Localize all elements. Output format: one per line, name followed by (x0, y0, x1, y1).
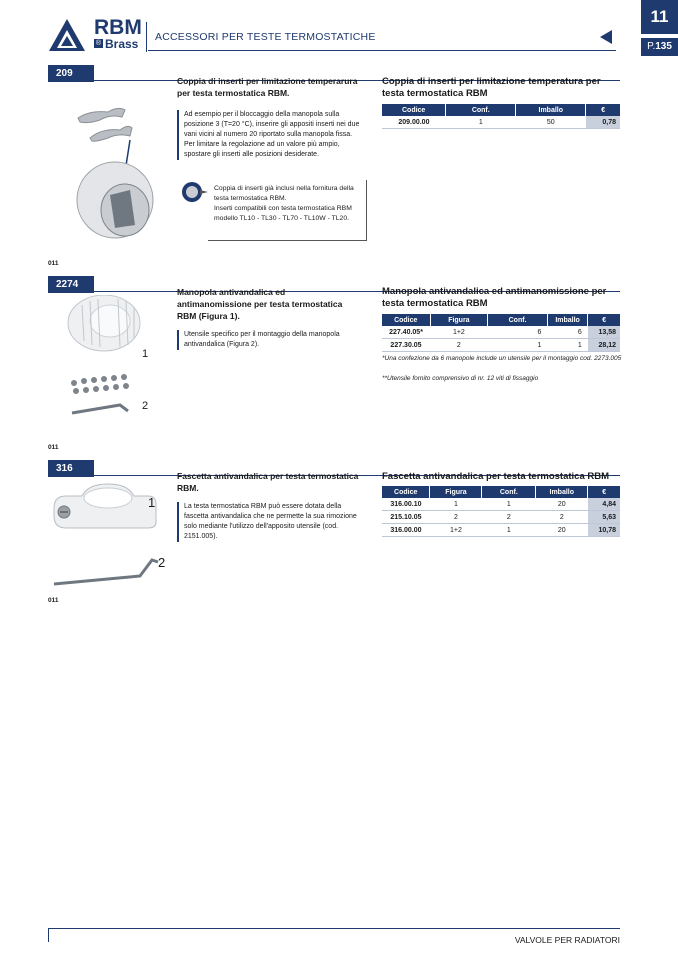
cell-price: 13,58 (588, 326, 620, 339)
figure-label: 1 (148, 495, 156, 510)
table-row (382, 339, 620, 352)
col-header: Conf. (482, 486, 536, 498)
col-header: Figura (430, 314, 488, 326)
cell-code: 316.00.10 (382, 498, 430, 511)
cell-figura: 1+2 (430, 326, 488, 339)
col-header: € (586, 104, 620, 116)
logo-sub-brand: Brass (105, 37, 139, 51)
col-header: Codice (382, 314, 430, 326)
page-number: 135 (655, 41, 672, 52)
product-title-316: Fascetta antivandalica per testa termostatica RBM. (177, 471, 359, 493)
cell-conf: 1 (488, 339, 548, 352)
cell-code: 215.10.05 (382, 511, 430, 524)
cell-price: 4,84 (588, 498, 620, 511)
product-description-2274: Utensile specifico per il montaggio della manopola antivandalica (Figura 2). (177, 330, 364, 350)
arrow-left-icon (600, 30, 612, 44)
cell-conf: 1 (482, 524, 536, 537)
rbm-logo (48, 18, 148, 54)
cell-figura: 1 (430, 498, 482, 511)
cell-price: 28,12 (588, 339, 620, 352)
col-header: Conf. (446, 104, 516, 116)
figure-label: 1 (142, 348, 149, 360)
table-row (382, 116, 620, 129)
cell-price: 5,63 (588, 511, 620, 524)
figure-label: 2 (142, 400, 149, 412)
section-code-209: 209 (48, 65, 94, 82)
price-table-2274 (382, 314, 620, 352)
footer-rule (48, 928, 620, 929)
section-code-316: 316 (48, 460, 94, 477)
cell-conf: 1 (446, 116, 516, 129)
cell-code: 227.40.05* (382, 326, 430, 339)
col-header: € (588, 314, 620, 326)
figure-label: 2 (158, 555, 166, 570)
table-title-209: Coppia di inserti per limitazione temperatura per testa termostatica RBM (382, 76, 601, 99)
header-rule (148, 50, 616, 51)
header-divider (146, 22, 147, 52)
product-description-316: La testa termostatica RBM può essere dotata della fascetta antivandalica che ne permette la sua rimozione solo mediante l'utilizzo dell'apposito utensile (cod. 2151.005). (177, 502, 364, 542)
cell-code: 227.30.05 (382, 339, 430, 352)
table-row (382, 498, 620, 511)
cell-imballo: 50 (516, 116, 586, 129)
info-box-209 (208, 180, 367, 241)
col-header: Conf. (488, 314, 548, 326)
product-description-209: Ad esempio per il bloccaggio della manopola sulla posizione 3 (T=20 °C), inserire gli appositi inserti nei due vani vicini al numero 20 riportato sulla manopola fissa. Per limitare la regolazione ad un valore più ampio, spostare gli inserti alle posizioni desiderate. (177, 110, 364, 160)
price-table-316 (382, 486, 620, 537)
cell-price: 0,78 (586, 116, 620, 129)
cell-conf: 2 (482, 511, 536, 524)
chapter-tab: 11 (641, 0, 678, 34)
info-box-text: Coppia di inserti già inclusi nella fornitura della testa termostatica RBM. Inserti compatibili con testa termostatica RBM modello TL10 - TL30 - TL70 - TL10W - TL20. (214, 185, 354, 222)
table-title-2274: Manopola antivandalica ed antimanomissione per testa termostatica RBM (382, 286, 607, 309)
logo-sub-brand-icon: ® (95, 40, 102, 47)
col-header: Imballo (536, 486, 588, 498)
section-ref: 011 (48, 260, 59, 267)
section-code-2274: 2274 (48, 276, 94, 293)
cell-imballo: 20 (536, 498, 588, 511)
table-title-316: Fascetta antivandalica per testa termostatica RBM (382, 471, 610, 482)
cell-imballo: 1 (547, 339, 587, 352)
table-row (382, 326, 620, 339)
cell-conf: 6 (488, 326, 548, 339)
magnifier-icon (180, 180, 208, 204)
cell-imballo: 2 (536, 511, 588, 524)
section-ref: 011 (48, 444, 59, 451)
table-row (382, 524, 620, 537)
col-header: Imballo (547, 314, 587, 326)
cell-figura: 1+2 (430, 524, 482, 537)
cell-price: 10,78 (588, 524, 620, 537)
col-header: Codice (382, 104, 446, 116)
price-table-209 (382, 104, 620, 129)
cell-code: 316.00.00 (382, 524, 430, 537)
cell-imballo: 20 (536, 524, 588, 537)
col-header: Figura (430, 486, 482, 498)
page-title: ACCESSORI PER TESTE TERMOSTATICHE (155, 31, 376, 43)
logo-triangle-icon (48, 18, 86, 52)
product-title-209: Coppia di inserti per limitazione temperarura per testa termostatica RBM. (177, 76, 358, 98)
col-header: Codice (382, 486, 430, 498)
footer-label: VALVOLE PER RADIATORI (514, 935, 620, 945)
section-ref: 011 (48, 597, 59, 604)
logo-brand: RBM (94, 16, 142, 39)
cell-figura: 2 (430, 339, 488, 352)
footer-left-rule (48, 928, 49, 942)
page-prefix: P. (647, 41, 656, 52)
cell-imballo: 6 (547, 326, 587, 339)
cell-figura: 2 (430, 511, 482, 524)
col-header: € (588, 486, 620, 498)
table-note: *Una confezione da 6 manopole include un utensile per il montaggio cod. 2273.005 (382, 355, 622, 362)
inserts-product-image (70, 100, 165, 240)
table-note: **Utensile fornito comprensivo di nr. 12 viti di fissaggio (382, 375, 539, 382)
col-header: Imballo (516, 104, 586, 116)
cell-conf: 1 (482, 498, 536, 511)
table-row (382, 511, 620, 524)
product-title-2274: Manopola antivandalica ed antimanomissione per testa termostatica RBM (Figura 1). (177, 287, 343, 321)
page-number-tab (641, 38, 678, 56)
cell-code: 209.00.00 (382, 116, 446, 129)
